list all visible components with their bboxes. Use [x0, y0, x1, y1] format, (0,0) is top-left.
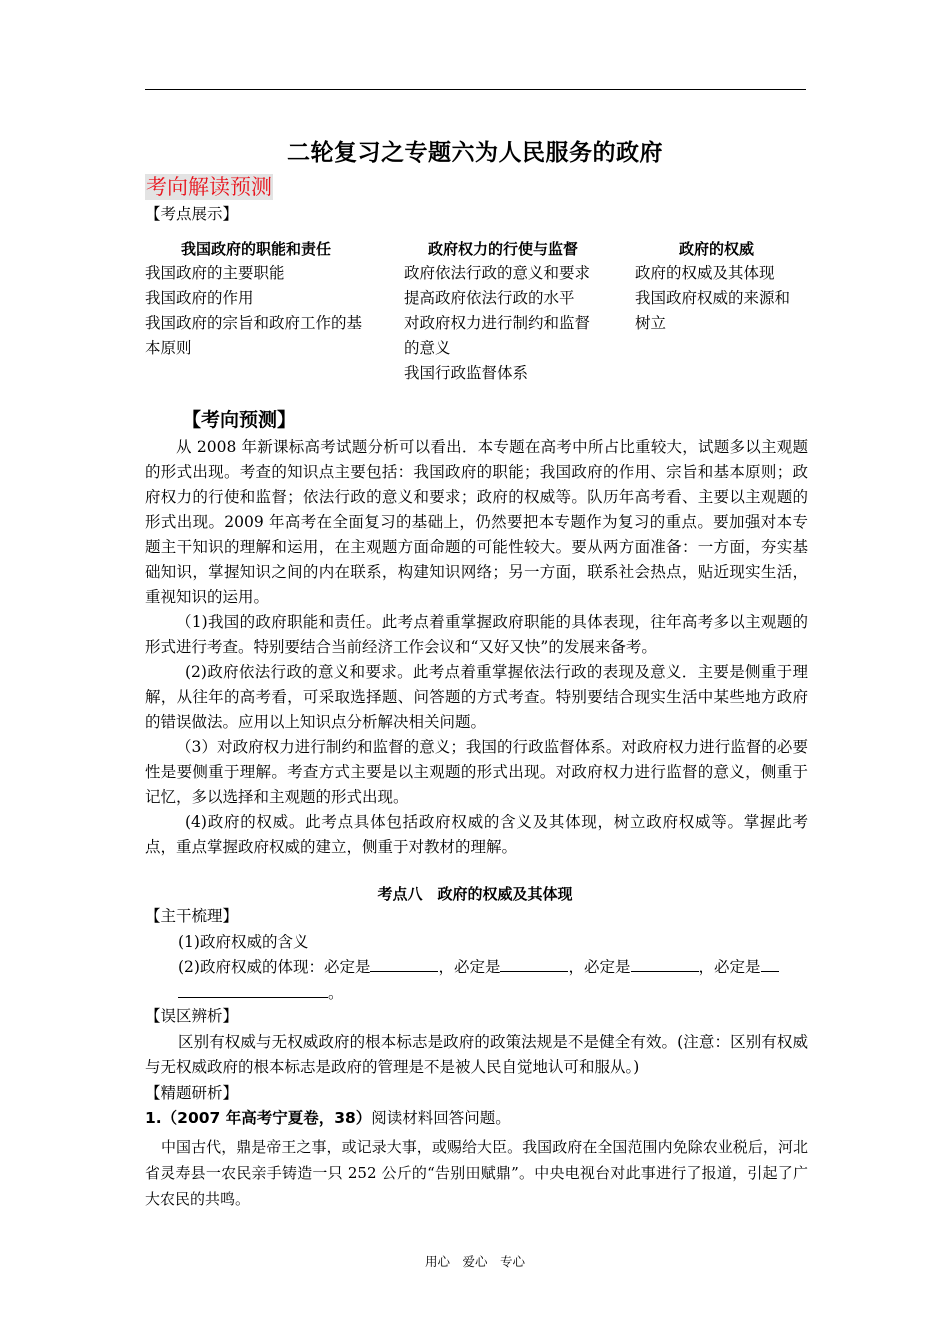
header-rule	[145, 89, 806, 90]
forecast-paragraph-2: （1)我国的政府职能和责任。此考点着重掌握政府职能的具体表现，往年高考多以主观题的形式进行考查。特别要结合当前经济工作会议和“又好又快”的发展来备考。	[145, 613, 808, 656]
forecast-paragraph-4: （3）对政府权力进行制约和监督的意义；我国的行政监督体系。对政府权力进行监督的必要性是要侧重于理解。考查方式主要是以主观题的形式出现。对政府权力进行监督的意义，侧重于记忆，多以选择和主观题的形式出现。	[145, 738, 808, 806]
list-item: 我国政府的主要职能	[145, 264, 285, 282]
column-1	[145, 261, 362, 361]
mistake-text: 区别有权威与无权威政府的根本标志是政府的政策法规是不是健全有效。(注意：区别有权威与无权威政府的根本标志是政府的管理是不是被人民自觉地认可和服从。)	[145, 1033, 808, 1076]
main-item-2	[178, 955, 779, 980]
label-points: 【考点展示】	[145, 205, 239, 223]
fill-blank[interactable]	[631, 955, 699, 972]
label-analysis: 【精题研析】	[145, 1084, 239, 1102]
column-heading-2: 政府权力的行使与监督	[428, 240, 579, 258]
list-item: 对政府权力进行制约和监督	[404, 314, 591, 332]
list-item: 的意义	[404, 339, 451, 357]
fill-blank[interactable]	[761, 955, 779, 972]
page-title: 二轮复习之专题六为人民服务的政府	[287, 140, 663, 166]
main-item-2-cont	[178, 981, 344, 1006]
list-item: 树立	[635, 314, 667, 332]
list-item: 政府的权威及其体现	[635, 264, 775, 282]
column-3	[635, 261, 790, 336]
label-main: 【主干梳理】	[145, 907, 239, 925]
list-item: 本原则	[145, 339, 192, 357]
question-1-material: 中国古代，鼎是帝王之事，或记录大事，或赐给大臣。我国政府在全国范围内免除农业税后，河北省灵寿县一农民亲手铸造一只 252 公斤的“告别田赋鼎”。中央电视台对此事进行了报道，引起了广大农民的共鸣。	[145, 1138, 808, 1208]
fill-blank[interactable]	[370, 955, 438, 972]
forecast-paragraph-1: 从 2008 年新课标高考试题分析可以看出．本专题在高考中所占比重较大，试题多以主观题的形式出现。考查的知识点主要包括：我国政府的职能；我国政府的作用、宗旨和基本原则；政府权力的行使和监督；依法行政的意义和要求；政府的权威等。队历年高考看、主要以主观题的形式出现。2009 年高考在全面复习的基础上，仍然要把本专题作为复习的重点。要加强对本专题主干知识的理解和运用，在主观题方面命题的可能性较大。要从两方面准备：一方面，夯实基础知识，掌握知识之间的内在联系，构建知识网络；另一方面，联系社会热点，贴近现实生活，重视知识的运用。	[145, 438, 808, 606]
forecast-paragraph-3: (2)政府依法行政的意义和要求。此考点着重掌握依法行政的表现及意义．主要是侧重于理解，从往年的高考看，可采取选择题、问答题的方式考查。特别要结合现实生活中某些地方政府的错误做法。应用以上知识点分析解决相关问题。	[145, 663, 808, 731]
main-item-1: (1)政府权威的含义	[178, 933, 309, 951]
forecast-heading: 【考向预测】	[182, 409, 297, 431]
list-item: 我国行政监督体系	[404, 364, 529, 382]
main-item-2-sep: ，必定是	[698, 958, 761, 976]
list-item: 我国政府的作用	[145, 289, 254, 307]
column-heading-1: 我国政府的职能和责任	[181, 240, 332, 258]
page-footer: 用心 爱心 专心	[424, 1254, 525, 1269]
forecast-paragraph-5: (4)政府的权威。此考点具体包括政府权威的含义及其体现，树立政府权威等。掌握此考点，重点掌握政府权威的建立，侧重于对教材的理解。	[145, 813, 808, 856]
column-2	[404, 261, 590, 386]
question-1-source: 1.（2007 年高考宁夏卷，38）	[145, 1109, 372, 1127]
column-heading-3: 政府的权威	[679, 240, 755, 258]
question-1-instruction: 阅读材料回答问题。	[371, 1109, 511, 1127]
main-item-2-sep: ，必定是	[568, 958, 631, 976]
question-1-title	[145, 1107, 511, 1129]
point8-title: 考点八 政府的权威及其体现	[377, 885, 573, 903]
list-item: 提高政府依法行政的水平	[404, 289, 575, 307]
section-heading-red: 考向解读预测	[146, 175, 272, 199]
label-mistake: 【误区辨析】	[145, 1007, 239, 1025]
main-item-2-sep: ，必定是	[438, 958, 501, 976]
list-item: 我国政府权威的来源和	[635, 289, 791, 307]
fill-blank[interactable]	[500, 955, 568, 972]
main-item-2-end: 。	[328, 984, 344, 1002]
list-item: 政府依法行政的意义和要求	[404, 264, 591, 282]
main-item-2-prefix: (2)政府权威的体现：必定是	[178, 958, 371, 976]
list-item: 我国政府的宗旨和政府工作的基	[145, 314, 363, 332]
fill-blank[interactable]	[178, 981, 328, 998]
